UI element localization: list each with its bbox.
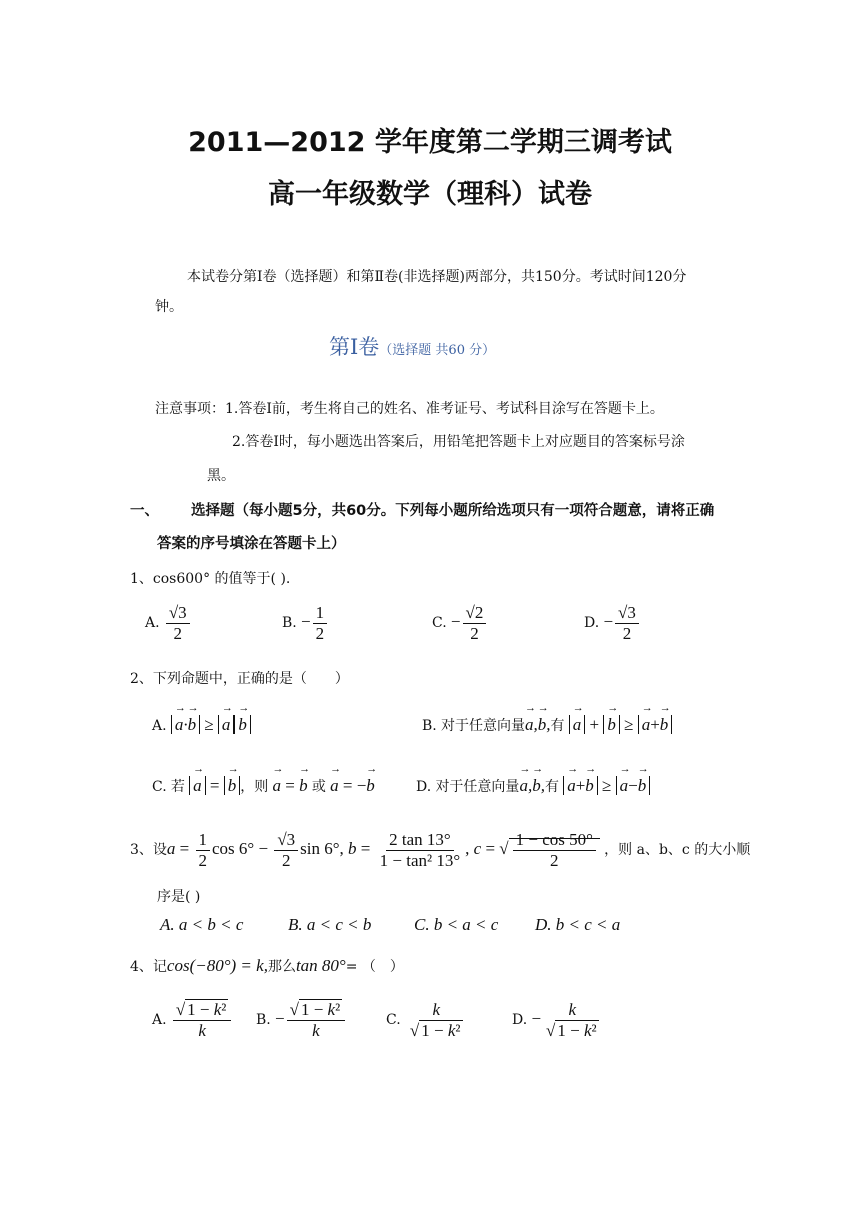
part-instructions-line-1: 选择题（每小题5分，共60分。下列每小题所给选项只有一项符合题意，请将正确 <box>191 503 715 519</box>
question-3-option-d: D. b < c < a <box>535 915 621 934</box>
notes-line-3: 黑。 <box>207 468 235 484</box>
question-1-option-c: C. − $\frac{√2}{2}$ <box>432 603 488 643</box>
section-title: 第Ⅰ卷 <box>329 335 380 359</box>
question-3-option-a: A. a < b < c <box>160 915 244 934</box>
notes-line-2: 2.答卷Ⅰ时，每小题选出答案后，用铅笔把答题卡上对应题目的答案标号涂 <box>232 434 685 450</box>
question-2-option-b: B. 对于任意向量→ a,→ b,有 → a + → b ≥ → a+→ b <box>422 715 672 735</box>
notes-line-1: 注意事项：1.答卷Ⅰ前，考生将自己的姓名、准考证号、考试科目涂写在答题卡上。 <box>155 401 664 417</box>
question-4-stem: 4、记cos(−80°) = k,那么tan 80°= （ ） <box>130 956 404 975</box>
question-2-option-d: D. 对于任意向量→ a,→ b,有 → a+→ b ≥ → a−→ b <box>416 776 650 796</box>
question-4-option-a: A. $\frac{\text{√ 1 − k²}}{k}$ <box>152 1000 233 1040</box>
part-number: 一、 <box>130 503 159 519</box>
question-3-option-b: B. a < c < b <box>288 915 372 934</box>
question-4-option-b: B. − $\frac{\text{√ 1 − k²}}{k}$ <box>256 1000 347 1040</box>
question-3-stem: 3、设a = $\frac{1}{2}$ cos 6° − $\frac{√3}{2}$ sin 6°, b = $\frac{2 \tan 13^\circ}{\text{1 − tan² 13°}}$ , c = √ $\frac{1 - \cos 50^\circ}{2}$ ，则 a、b、c 的大小顺 <box>130 830 751 870</box>
section-subtitle: （选择题 共60 分） <box>379 343 496 358</box>
question-1-option-d: D. − $\frac{√3}{2}$ <box>584 603 641 643</box>
part-instructions-line-2: 答案的序号填涂在答题卡上） <box>157 536 346 552</box>
question-2-stem: 2、下列命题中，正确的是（ ） <box>130 671 349 687</box>
question-2-option-a: A. → a·→ b ≥ → a→ b <box>152 715 251 735</box>
question-4-option-c: C. $\frac{k}{\text{√ 1 − k²}}$ <box>386 1000 461 1040</box>
question-3-option-c: C. b < a < c <box>414 915 499 934</box>
question-1-option-b: B. − $\frac{1}{2}$ <box>282 603 329 643</box>
intro-line-2: 钟。 <box>155 299 183 315</box>
intro-line-1: 本试卷分第Ⅰ卷（选择题）和第Ⅱ卷(非选择题)两部分，共150分。考试时间120分 <box>187 269 687 285</box>
exam-subtitle: 高一年级数学（理科）试卷 <box>268 179 592 210</box>
question-4-option-d: D. − $\frac{k}{\text{√ 1 − k²}}$ <box>512 1000 597 1040</box>
question-2-option-c: C. 若 → a = → b ，则 → a = → b 或 → a = −→ b <box>152 776 375 796</box>
question-1-option-a: A. $\frac{√3}{2}$ <box>145 603 192 643</box>
question-3-stem-line-2: 序是( ) <box>157 889 201 905</box>
question-1-stem: 1、cos600° 的值等于( ). <box>130 571 291 587</box>
section-heading <box>329 331 495 361</box>
exam-title: 2011—2012 学年度第二学期三调考试 <box>188 127 672 158</box>
